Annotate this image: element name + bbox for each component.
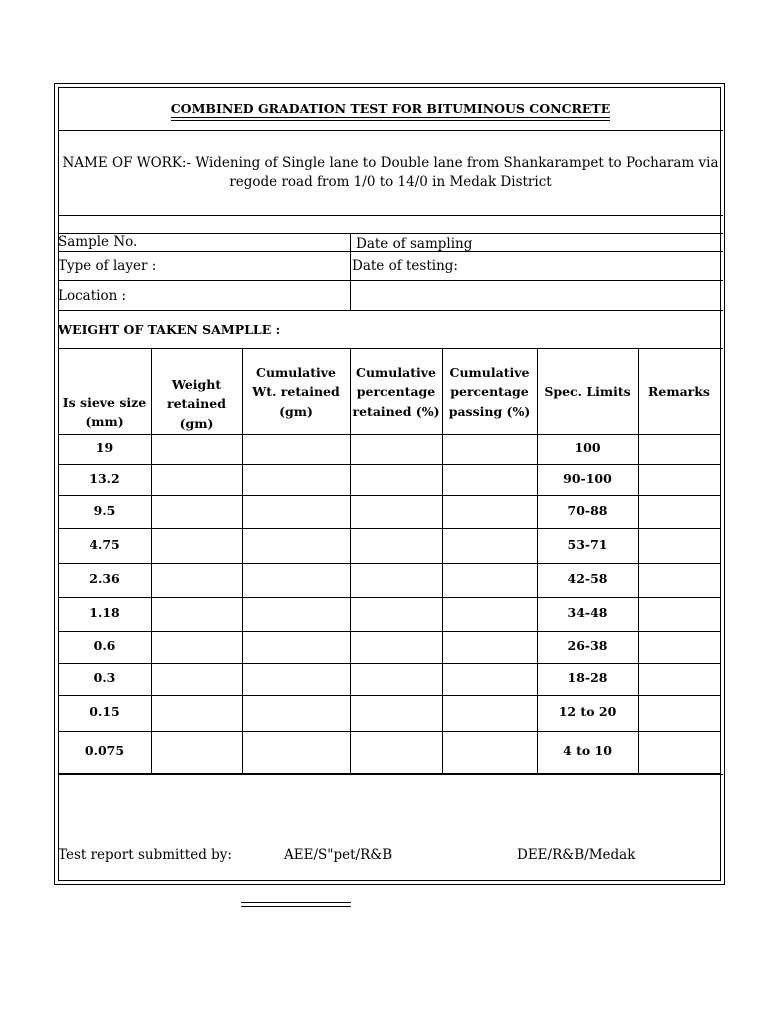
table-gridline [58, 563, 720, 564]
divider [58, 233, 723, 234]
sieve-size-cell: 0.3 [93, 670, 116, 685]
header-spec-limits: Spec. Limits [544, 384, 631, 400]
sieve-size-cell: 13.2 [89, 470, 120, 486]
table-gridline [638, 348, 639, 773]
sample-no-label: Sample No. [58, 234, 138, 250]
signature-line [241, 902, 351, 907]
spec-limit-cell: 53-71 [567, 536, 608, 552]
table-gridline [58, 495, 720, 496]
sieve-size-cell: 19 [95, 440, 114, 455]
table-gridline [58, 434, 720, 435]
date-of-sampling-label: Date of sampling [356, 236, 473, 252]
header-cumulative-percentage-retained: Cumulative percentage retained (%) [352, 364, 440, 419]
spec-limit-cell: 12 to 20 [558, 704, 617, 719]
spec-limit-cell: 90-100 [563, 470, 612, 486]
weight-title: WEIGHT OF TAKEN SAMPLLE : [58, 322, 281, 337]
form-frame [54, 83, 725, 885]
spec-limit-cell: 4 to 10 [563, 743, 612, 758]
table-gridline [58, 695, 720, 696]
divider [58, 348, 723, 349]
table-gridline [58, 631, 720, 632]
submitted-by-label: Test report submitted by: [58, 847, 232, 863]
spec-limit-cell: 26-38 [567, 638, 608, 653]
divider [58, 280, 723, 281]
sieve-size-cell: 0.075 [84, 743, 125, 758]
signature-dee: DEE/R&B/Medak [517, 847, 636, 863]
form-title-text: COMBINED GRADATION TEST FOR BITUMINOUS CONCRETE [170, 101, 611, 116]
table-gridline [58, 663, 720, 664]
spec-limit-cell: 42-58 [567, 571, 608, 586]
table-gridline [350, 348, 351, 773]
sieve-size-cell: 0.15 [89, 704, 120, 719]
table-gridline [58, 464, 720, 465]
header-cumulative-wt-retained: Cumulative Wt. retained (gm) [252, 364, 340, 419]
type-of-layer-label: Type of layer : [58, 258, 157, 274]
signature-aee: AEE/S"pet/R&B [284, 847, 393, 863]
divider [58, 130, 723, 131]
spec-limit-cell: 70-88 [567, 502, 608, 518]
sieve-size-cell: 9.5 [93, 502, 116, 518]
divider [58, 251, 723, 252]
table-gridline [58, 731, 720, 732]
divider [58, 215, 723, 216]
header-weight-retained: Weight retained (gm) [167, 376, 226, 431]
divider [350, 233, 351, 310]
table-gridline [58, 597, 720, 598]
name-of-work-line1: NAME OF WORK:- Widening of Single lane to Double lane from Shankarampet to Pocharam via [62, 155, 719, 171]
sieve-size-cell: 1.18 [89, 605, 120, 620]
header-cumulative-percentage-passing: Cumulative percentage passing (%) [448, 364, 531, 419]
header-sieve-size: Is sieve size (mm) [62, 394, 147, 429]
sieve-size-cell: 2.36 [89, 571, 120, 586]
name-of-work [55, 154, 726, 192]
form-title [55, 101, 726, 118]
divider [58, 310, 723, 311]
spec-limit-cell: 100 [574, 440, 601, 455]
location-label: Location : [58, 288, 127, 304]
table-gridline [442, 348, 443, 773]
spec-limit-cell: 34-48 [567, 605, 608, 620]
name-of-work-line2: regode road from 1/0 to 14/0 in Medak District [229, 174, 552, 190]
table-gridline [151, 348, 152, 773]
table-gridline [242, 348, 243, 773]
sieve-size-cell: 4.75 [89, 536, 120, 552]
spec-limit-cell: 18-28 [567, 670, 608, 685]
sieve-size-cell: 0.6 [93, 638, 116, 653]
divider [58, 774, 723, 775]
date-of-testing-label: Date of testing: [352, 258, 458, 274]
table-gridline [58, 528, 720, 529]
table-gridline [720, 348, 721, 773]
header-remarks: Remarks [648, 384, 710, 400]
